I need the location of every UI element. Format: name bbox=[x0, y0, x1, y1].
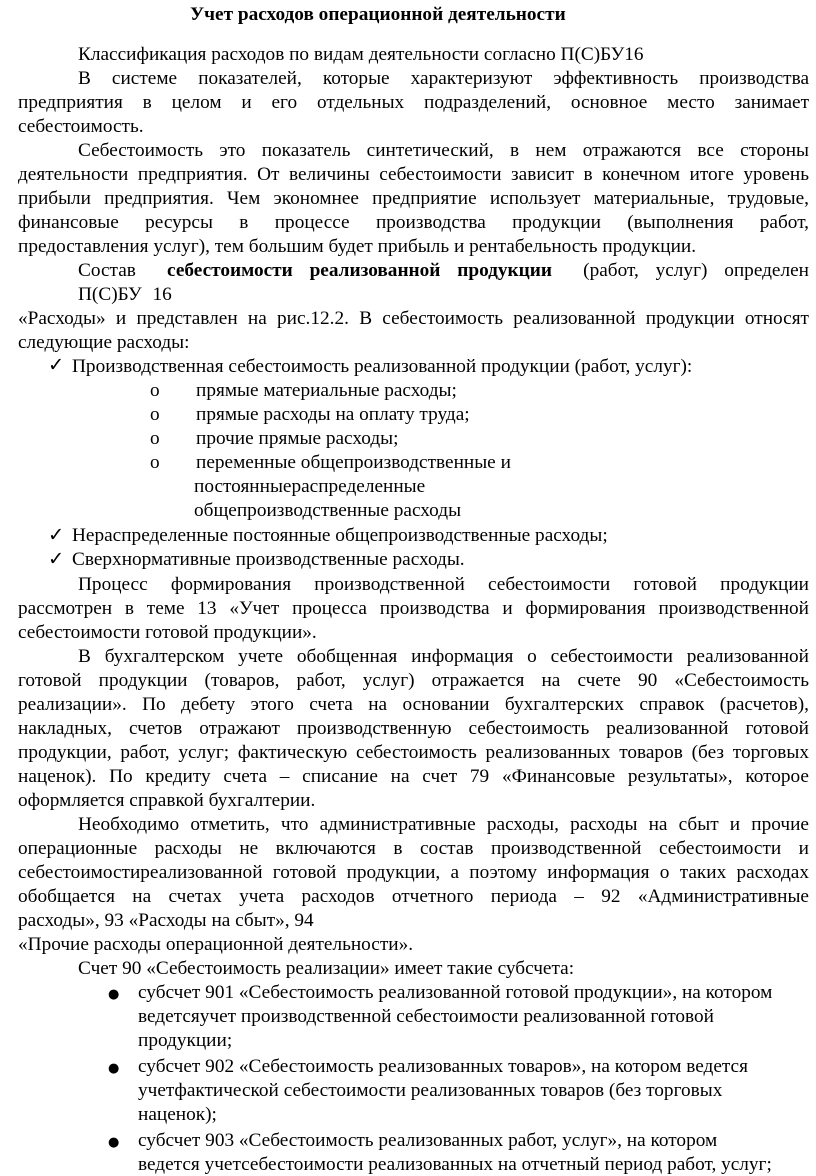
paragraph-line: деятельности предприятия. От величины себестоимости зависит в конечном итоге уровень bbox=[18, 164, 809, 185]
paragraph-line: оформляется справкой бухгалтерии. bbox=[18, 790, 316, 811]
dot-bullet-icon: ● bbox=[108, 1135, 120, 1150]
dot-bullet-icon: ● bbox=[108, 1061, 120, 1076]
paragraph-line: обобщается на счетах учета расходов отчетного периода – 92 «Административные bbox=[18, 886, 809, 907]
check-item: Производственная себестоимость реализованной продукции (работ, услуг): bbox=[72, 356, 693, 377]
paragraph-line: Процесс формирования производственной себестоимости готовой продукции bbox=[78, 574, 809, 595]
paragraph-line: продукции, работ, услуг; фактическую себестоимость реализованных товаров (без торговых bbox=[18, 742, 809, 763]
subaccount-item: учетфактической себестоимости реализованных товаров (без торговых bbox=[138, 1080, 723, 1101]
paragraph-line: В системе показателей, которые характеризуют эффективность производства bbox=[78, 68, 809, 89]
checkmark-icon: ✓ bbox=[48, 547, 65, 570]
paragraph-line: следующие расходы: bbox=[18, 332, 190, 353]
subaccount-item: наценок); bbox=[138, 1104, 217, 1125]
paragraph-line: себестоимость. bbox=[18, 116, 144, 137]
sub-item-continued: постоянныераспределенные bbox=[194, 476, 426, 497]
subaccount-item: ведетсяучет производственной себестоимости реализованной готовой bbox=[138, 1006, 714, 1027]
subaccount-item: субсчет 903 «Себестоимость реализованных работ, услуг», на котором bbox=[138, 1130, 718, 1151]
subaccount-item: субсчет 901 «Себестоимость реализованной готовой продукции», на котором bbox=[138, 982, 773, 1003]
paragraph-line: «Расходы» и представлен на рис.12.2. В себестоимость реализованной продукции относят bbox=[18, 308, 809, 329]
page-title: Учет расходов операционной деятельности bbox=[190, 4, 566, 25]
paragraph-subaccounts: Счет 90 «Себестоимость реализации» имеет такие субсчета: bbox=[78, 958, 575, 979]
paragraph-line: финансовые ресурсы в процессе производства продукции (выполнения работ, bbox=[18, 212, 809, 233]
paragraph-line: накладных, счетов отражают производственную себестоимость реализованной готовой bbox=[18, 718, 809, 739]
paragraph-line: себестоимостиреализованной готовой продукции, а поэтому информация о таких расходах bbox=[18, 862, 809, 883]
paragraph-text: Состав bbox=[78, 260, 136, 281]
subaccount-item: субсчет 902 «Себестоимость реализованных товаров», на котором ведется bbox=[138, 1056, 748, 1077]
paragraph-line: наценок). По кредиту счета – списание на счет 79 «Финансовые результаты», которое bbox=[18, 766, 809, 787]
paragraph-line: прибыли предприятия. Чем экономнее предприятие использует материальные, трудовые, bbox=[18, 188, 809, 209]
paragraph-text: (работ, услуг) определен bbox=[583, 260, 809, 281]
sub-item: переменные общепроизводственные и bbox=[196, 452, 511, 473]
circle-bullet-icon: o bbox=[150, 404, 160, 425]
checkmark-icon: ✓ bbox=[48, 353, 65, 376]
paragraph-line: реализации». По дебету этого счета на основании бухгалтерских справок (расчетов), bbox=[18, 694, 809, 715]
circle-bullet-icon: o bbox=[150, 452, 160, 473]
paragraph-line: операционные расходы не включаются в состав производственной себестоимости и bbox=[18, 838, 809, 859]
bold-term: себестоимости реализованной продукции bbox=[167, 260, 552, 281]
paragraph-line: готовой продукции (товаров, работ, услуг) отражается на счете 90 «Себестоимость bbox=[18, 670, 809, 691]
circle-bullet-icon: o bbox=[150, 428, 160, 449]
sub-item: прямые материальные расходы; bbox=[196, 380, 457, 401]
paragraph-line: предприятия в целом и его отдельных подразделений, основное место занимает bbox=[18, 92, 809, 113]
paragraph-line: Себестоимость это показатель синтетический, в нем отражаются все стороны bbox=[78, 140, 809, 161]
sub-item: прямые расходы на оплату труда; bbox=[196, 404, 470, 425]
checkmark-icon: ✓ bbox=[48, 523, 65, 546]
paragraph-line: предоставления услуг), тем большим будет прибыль и рентабельность продукции. bbox=[18, 236, 697, 257]
paragraph-line: рассмотрен в теме 13 «Учет процесса производства и формирования производственной bbox=[18, 598, 809, 619]
paragraph-line: расходы», 93 «Расходы на сбыт», 94 bbox=[18, 910, 314, 931]
sub-item: прочие прямые расходы; bbox=[196, 428, 399, 449]
paragraph-line: себестоимости готовой продукции». bbox=[18, 622, 317, 643]
paragraph-line: П(С)БУ 16 bbox=[78, 284, 172, 305]
paragraph-line: В бухгалтерском учете обобщенная информация о себестоимости реализованной bbox=[78, 646, 809, 667]
sub-item-continued: общепроизводственные расходы bbox=[194, 500, 462, 521]
paragraph-line: Необходимо отметить, что административные расходы, расходы на сбыт и прочие bbox=[78, 814, 809, 835]
paragraph-classification: Классификация расходов по видам деятельности согласно П(С)БУ16 bbox=[78, 44, 644, 65]
paragraph-line: «Прочие расходы операционной деятельности». bbox=[18, 934, 414, 955]
dot-bullet-icon: ● bbox=[108, 987, 120, 1002]
circle-bullet-icon: o bbox=[150, 380, 160, 401]
subaccount-item: продукции; bbox=[138, 1030, 233, 1051]
subaccount-item: ведется учетсебестоимости реализованных на отчетный период работ, услуг; bbox=[138, 1154, 772, 1175]
check-item: Сверхнормативные производственные расходы. bbox=[72, 549, 465, 570]
check-item: Нераспределенные постоянные общепроизводственные расходы; bbox=[72, 525, 608, 546]
paragraph-composition bbox=[78, 259, 809, 282]
